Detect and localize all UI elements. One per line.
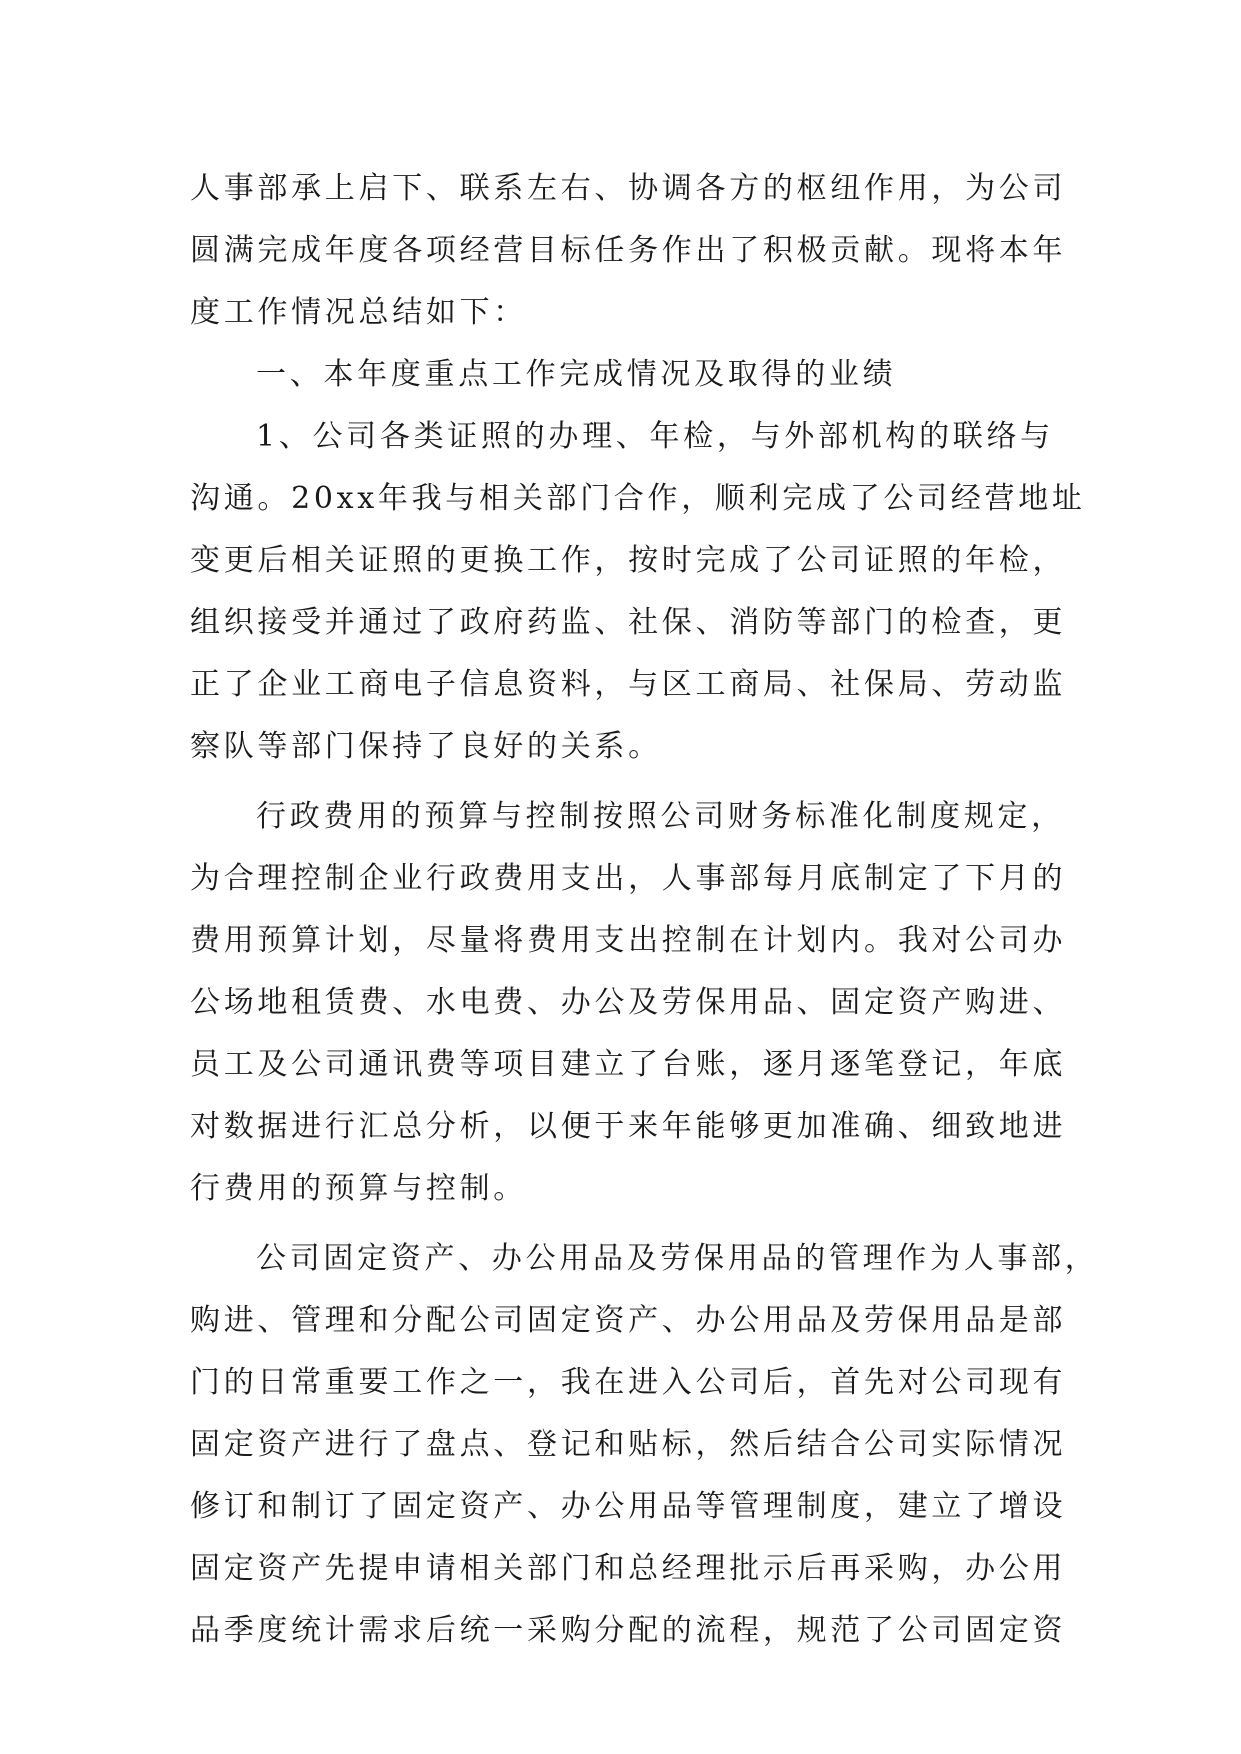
text-line: 门的日常重要工作之一，我在进入公司后，首先对公司现有 [190, 1365, 1067, 1400]
text-line: 组织接受并通过了政府药监、社保、消防等部门的检查，更 [190, 605, 1067, 640]
text-line: 为合理控制企业行政费用支出，人事部每月底制定了下月的 [190, 861, 1067, 896]
paragraph-assets [190, 1228, 1099, 1662]
text-line: 行政费用的预算与控制按照公司财务标准化制度规定， [256, 799, 1065, 834]
text-line: 度工作情况总结如下： [190, 295, 527, 330]
text-line: 品季度统计需求后统一采购分配的流程，规范了公司固定资 [190, 1613, 1067, 1648]
document-body [190, 158, 1099, 1662]
heading-line: 一、本年度重点工作完成情况及取得的业绩 [256, 357, 897, 392]
text-line: 变更后相关证照的更换工作，按时完成了公司证照的年检， [190, 543, 1067, 578]
text-line: 正了企业工商电子信息资料，与区工商局、社保局、劳动监 [190, 667, 1067, 702]
text-line: 购进、管理和分配公司固定资产、办公用品及劳保用品是部 [190, 1303, 1067, 1338]
paragraph-spacer [190, 1220, 1060, 1228]
section-heading [190, 344, 1060, 406]
text-line: 修订和制订了固定资产、办公用品等管理制度，建立了增设 [190, 1489, 1067, 1524]
text-line: 对数据进行汇总分析，以便于来年能够更加准确、细致地进 [190, 1109, 1067, 1144]
paragraph-intro [190, 158, 1067, 344]
text-line: 固定资产进行了盘点、登记和贴标，然后结合公司实际情况 [190, 1427, 1067, 1462]
text-line: 人事部承上启下、联系左右、协调各方的枢纽作用，为公司 [190, 171, 1067, 206]
text-line: 圆满完成年度各项经营目标任务作出了积极贡献。现将本年 [190, 233, 1067, 268]
text-line: 公场地租赁费、水电费、办公及劳保用品、固定资产购进、 [190, 985, 1067, 1020]
text-line: 1、公司各类证照的办理、年检，与外部机构的联络与 [256, 419, 1054, 454]
paragraph-licenses [190, 406, 1086, 778]
text-line: 沟通。20xx年我与相关部门合作，顺利完成了公司经营地址 [190, 481, 1086, 516]
text-line: 公司固定资产、办公用品及劳保用品的管理作为人事部， [256, 1241, 1099, 1276]
paragraph-spacer [190, 778, 1060, 786]
paragraph-budget [190, 786, 1067, 1220]
text-line: 察队等部门保持了良好的关系。 [190, 729, 662, 764]
text-line: 行费用的预算与控制。 [190, 1171, 527, 1206]
text-line: 费用预算计划，尽量将费用支出控制在计划内。我对公司办 [190, 923, 1067, 958]
text-line: 固定资产先提申请相关部门和总经理批示后再采购，办公用 [190, 1551, 1067, 1586]
text-line: 员工及公司通讯费等项目建立了台账，逐月逐笔登记，年底 [190, 1047, 1067, 1082]
